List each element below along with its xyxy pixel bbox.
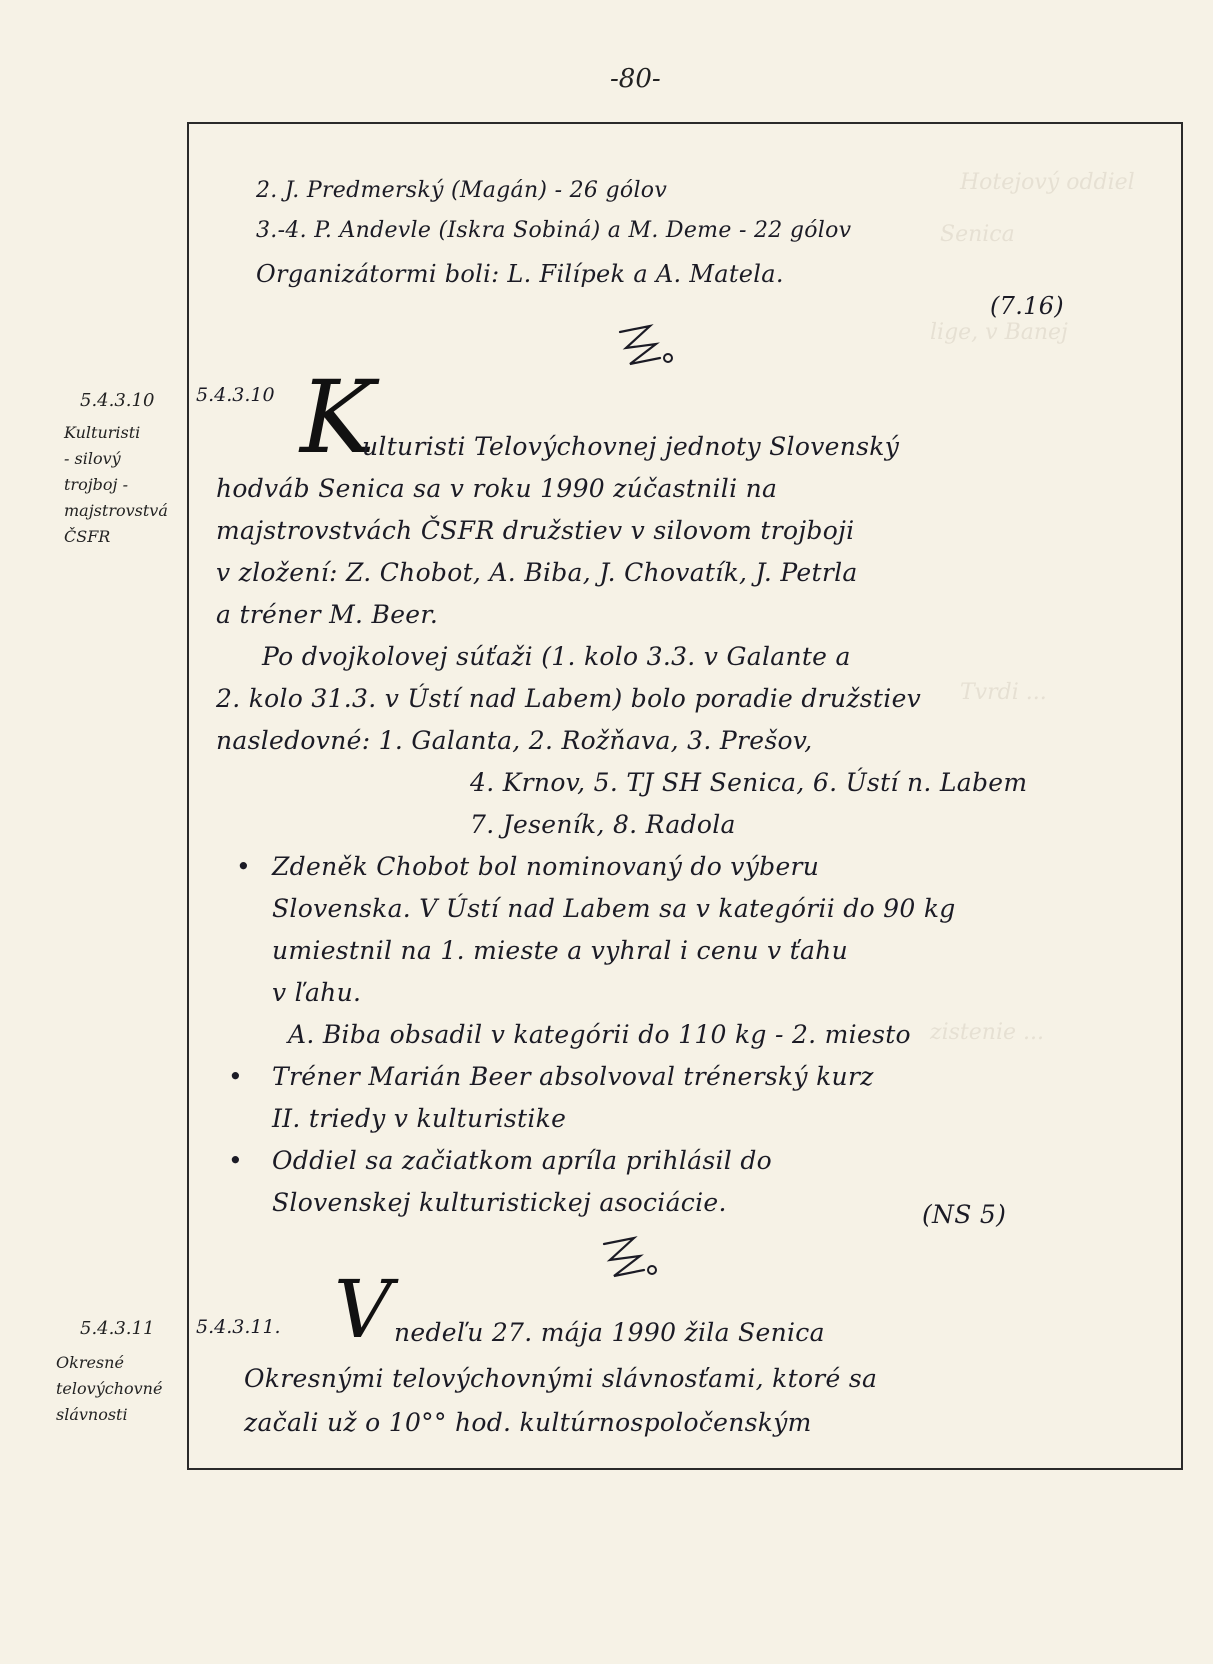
text-line: hodváb Senica sa v roku 1990 zúčastnili na (216, 474, 778, 503)
source-reference: (NS 5) (922, 1200, 1007, 1229)
text-line: umiestnil na 1. mieste a vyhral i cenu v ťahu (272, 936, 848, 965)
text-line: 4. Krnov, 5. TJ SH Senica, 6. Ústí n. Labem (470, 768, 1028, 797)
bleed-through-text: lige, v Banej (930, 320, 1068, 345)
text-line: Okresnými telovýchovnými slávnosťami, ktoré sa (244, 1364, 878, 1393)
text-line: v ľahu. (272, 978, 362, 1007)
source-reference: (7.16) (990, 292, 1064, 320)
text-line: začali už o 10°° hod. kultúrnospoločenským (244, 1408, 812, 1437)
text-line: Organizátormi boli: L. Filípek a A. Matela. (256, 260, 784, 288)
initial-letter: V (334, 1263, 392, 1356)
margin-code: 5.4.3.10 (80, 390, 155, 411)
text-line: Oddiel sa začiatkom apríla prihlásil do (272, 1146, 772, 1175)
text-line: Slovenskej kulturistickej asociácie. (272, 1188, 727, 1217)
bullet-marker: • (228, 1146, 244, 1175)
bullet-marker: • (228, 1062, 244, 1091)
text-line: majstrovstvách ČSFR družstiev v silovom trojboji (216, 516, 855, 545)
bleed-through-text: Tvrdi ... (960, 680, 1047, 705)
section-code: 5.4.3.10 (196, 384, 275, 406)
text-line: II. triedy v kulturistike (272, 1104, 567, 1133)
text-line: nedeľu 27. mája 1990 žila Senica (394, 1318, 825, 1347)
text-line: ulturisti Telovýchovnej jednoty Slovenský (362, 432, 900, 461)
text-line: Zdeněk Chobot bol nominovaný do výberu (272, 852, 820, 881)
margin-code: 5.4.3.11 (80, 1318, 155, 1339)
text-line: Slovenska. V Ústí nad Labem sa v kategórii do 90 kg (272, 894, 956, 923)
section-code: 5.4.3.11. (196, 1316, 281, 1338)
section-end-flourish (616, 318, 676, 368)
text-line: v zložení: Z. Chobot, A. Biba, J. Chovatík, J. Petrla (216, 558, 858, 587)
text-line: nasledovné: 1. Galanta, 2. Rožňava, 3. Prešov, (216, 726, 813, 755)
text-line: 2. kolo 31.3. v Ústí nad Labem) bolo poradie družstiev (216, 684, 922, 713)
bleed-through-text: Hotejový oddiel (960, 170, 1135, 195)
text-line: 3.-4. P. Andevle (Iskra Sobiná) a M. Deme - 22 gólov (256, 218, 852, 243)
text-line: 2. J. Predmerský (Magán) - 26 gólov (256, 178, 668, 203)
bullet-marker: • (236, 852, 252, 881)
margin-note: Okresné telovýchovné slávnosti (56, 1353, 163, 1424)
margin-note: Kulturisti - silový trojboj - majstrovstvá ČSFR (64, 423, 168, 546)
text-line: A. Biba obsadil v kategórii do 110 kg - 2. miesto (288, 1020, 911, 1049)
text-line: Tréner Marián Beer absolvoval trénerský kurz (272, 1062, 874, 1091)
page-number: -80- (610, 64, 661, 94)
text-line: 7. Jeseník, 8. Radola (470, 810, 736, 839)
initial-letter: K (300, 359, 375, 476)
bleed-through-text: zistenie ... (930, 1020, 1044, 1045)
text-line: a tréner M. Beer. (216, 600, 439, 629)
text-line: Po dvojkolovej súťaži (1. kolo 3.3. v Galante a (262, 642, 851, 671)
section-end-flourish (600, 1230, 660, 1280)
bleed-through-text: Senica (940, 222, 1015, 247)
